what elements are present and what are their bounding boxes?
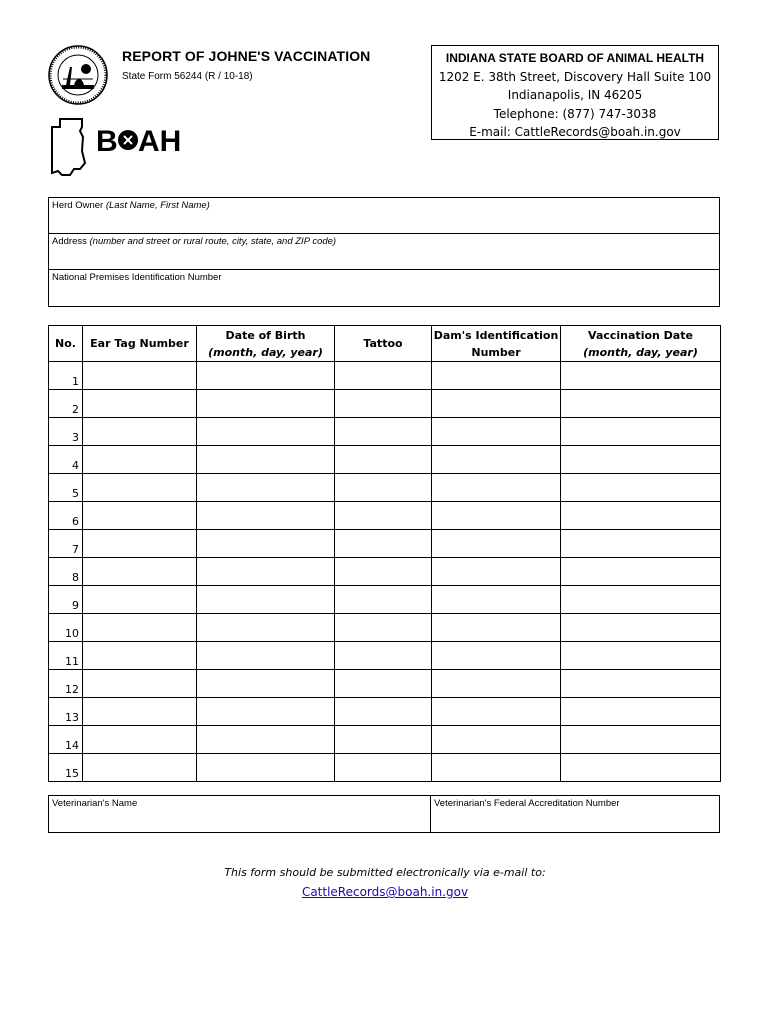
svg-text:AH: AH — [138, 125, 182, 158]
dob-cell[interactable] — [197, 642, 335, 670]
veterinarian-section — [48, 795, 720, 833]
dam-id-cell[interactable] — [432, 698, 561, 726]
vaccination-date-cell[interactable] — [561, 446, 721, 474]
row-number: 4 — [49, 446, 83, 474]
indiana-state-seal — [48, 45, 108, 105]
address-hint: (number and street or rural route, city, state, and ZIP code) — [89, 236, 337, 247]
ear-tag-cell[interactable] — [83, 530, 197, 558]
dob-cell[interactable] — [197, 446, 335, 474]
tattoo-cell[interactable] — [335, 502, 432, 530]
dam-id-cell[interactable] — [432, 362, 561, 390]
row-number: 2 — [49, 390, 83, 418]
address-label: Address — [52, 236, 87, 247]
tattoo-cell[interactable] — [335, 362, 432, 390]
ear-tag-cell[interactable] — [83, 446, 197, 474]
table-row — [49, 754, 721, 782]
row-number: 11 — [49, 642, 83, 670]
table-row — [49, 446, 721, 474]
tattoo-cell[interactable] — [335, 418, 432, 446]
svg-text:B: B — [96, 125, 118, 158]
dob-cell[interactable] — [197, 502, 335, 530]
row-number: 12 — [49, 670, 83, 698]
ear-tag-cell[interactable] — [83, 418, 197, 446]
table-row — [49, 558, 721, 586]
dam-id-cell[interactable] — [432, 586, 561, 614]
table-row — [49, 726, 721, 754]
veterinarian-name-field[interactable] — [49, 796, 431, 832]
submission-email-wrap — [0, 885, 770, 899]
tattoo-cell[interactable] — [335, 586, 432, 614]
dob-cell[interactable] — [197, 474, 335, 502]
dob-cell[interactable] — [197, 530, 335, 558]
dob-cell[interactable] — [197, 418, 335, 446]
vaccination-date-cell[interactable] — [561, 558, 721, 586]
table-row — [49, 418, 721, 446]
vaccination-date-cell[interactable] — [561, 418, 721, 446]
dam-id-cell[interactable] — [432, 502, 561, 530]
vaccination-date-cell[interactable] — [561, 502, 721, 530]
dam-id-cell[interactable] — [432, 754, 561, 782]
ear-tag-cell[interactable] — [83, 390, 197, 418]
dam-id-cell[interactable] — [432, 418, 561, 446]
agency-phone: Telephone: (877) 747-3038 — [493, 106, 657, 121]
tattoo-cell[interactable] — [335, 670, 432, 698]
owner-info-section — [48, 197, 720, 307]
ear-tag-cell[interactable] — [83, 670, 197, 698]
vaccination-date-cell[interactable] — [561, 390, 721, 418]
address-field[interactable] — [49, 234, 719, 270]
tattoo-cell[interactable] — [335, 698, 432, 726]
dob-cell[interactable] — [197, 390, 335, 418]
table-row — [49, 502, 721, 530]
row-number: 13 — [49, 698, 83, 726]
ear-tag-cell[interactable] — [83, 362, 197, 390]
table-row — [49, 390, 721, 418]
dob-cell[interactable] — [197, 586, 335, 614]
row-number: 6 — [49, 502, 83, 530]
accreditation-number-label: Veterinarian's Federal Accreditation Number — [434, 798, 620, 809]
table-row — [49, 642, 721, 670]
vaccination-date-cell[interactable] — [561, 530, 721, 558]
agency-address-line2: Indianapolis, IN 46205 — [507, 88, 643, 102]
table-row — [49, 670, 721, 698]
row-number: 8 — [49, 558, 83, 586]
tattoo-cell[interactable] — [335, 642, 432, 670]
col-header-vaccination-date: Vaccination Date (month, day, year) — [561, 326, 721, 362]
row-number: 9 — [49, 586, 83, 614]
agency-address-line1: 1202 E. 38th Street, Discovery Hall Suite 100 — [438, 69, 712, 84]
tattoo-cell[interactable] — [335, 446, 432, 474]
dam-id-cell[interactable] — [432, 642, 561, 670]
table-row — [49, 586, 721, 614]
dob-cell[interactable] — [197, 614, 335, 642]
dam-id-cell[interactable] — [432, 726, 561, 754]
table-row — [49, 530, 721, 558]
vaccination-date-cell[interactable] — [561, 614, 721, 642]
accreditation-number-field[interactable] — [431, 796, 623, 832]
dam-id-cell[interactable] — [432, 558, 561, 586]
vaccination-date-cell[interactable] — [561, 754, 721, 782]
ear-tag-cell[interactable] — [83, 754, 197, 782]
vaccination-date-cell[interactable] — [561, 474, 721, 502]
ear-tag-cell[interactable] — [83, 698, 197, 726]
row-number: 3 — [49, 418, 83, 446]
col-header-dob: Date of Birth (month, day, year) — [197, 326, 335, 362]
dam-id-cell[interactable] — [432, 474, 561, 502]
row-number: 7 — [49, 530, 83, 558]
dam-id-cell[interactable] — [432, 614, 561, 642]
vaccination-date-cell[interactable] — [561, 670, 721, 698]
form-title: REPORT OF JOHNE'S VACCINATION — [122, 48, 371, 64]
row-number: 5 — [49, 474, 83, 502]
tattoo-cell[interactable] — [335, 754, 432, 782]
tattoo-cell[interactable] — [335, 558, 432, 586]
agency-contact-box — [431, 45, 719, 140]
row-number: 14 — [49, 726, 83, 754]
tattoo-cell[interactable] — [335, 530, 432, 558]
herd-owner-hint: (Last Name, First Name) — [105, 200, 210, 211]
herd-owner-label: Herd Owner — [52, 200, 104, 211]
col-header-dam-id: Dam's Identification Number — [432, 326, 561, 362]
agency-email: E-mail: CattleRecords@boah.in.gov — [469, 125, 681, 139]
dam-id-cell[interactable] — [432, 390, 561, 418]
premises-id-label: National Premises Identification Number — [52, 272, 222, 283]
state-form-number: State Form 56244 (R / 10-18) — [122, 71, 253, 82]
row-number: 1 — [49, 362, 83, 390]
ear-tag-cell[interactable] — [83, 614, 197, 642]
ear-tag-cell[interactable] — [83, 474, 197, 502]
table-header-row — [49, 326, 721, 362]
table-row — [49, 698, 721, 726]
dob-cell[interactable] — [197, 754, 335, 782]
boah-logo — [50, 117, 182, 179]
veterinarian-name-label: Veterinarian's Name — [52, 798, 138, 809]
vaccination-table — [48, 325, 721, 782]
ear-tag-cell[interactable] — [83, 642, 197, 670]
dob-cell[interactable] — [197, 726, 335, 754]
dob-cell[interactable] — [197, 670, 335, 698]
vaccination-date-cell[interactable] — [561, 586, 721, 614]
table-row — [49, 362, 721, 390]
table-row — [49, 614, 721, 642]
col-header-ear-tag: Ear Tag Number — [83, 326, 197, 362]
submission-note: This form should be submitted electronically via e-mail to: — [224, 866, 546, 879]
tattoo-cell[interactable] — [335, 726, 432, 754]
col-header-no: No. — [49, 326, 83, 362]
vaccination-date-cell[interactable] — [561, 698, 721, 726]
dob-cell[interactable] — [197, 362, 335, 390]
ear-tag-cell[interactable] — [83, 726, 197, 754]
dob-cell[interactable] — [197, 558, 335, 586]
agency-name: INDIANA STATE BOARD OF ANIMAL HEALTH — [445, 51, 705, 65]
dob-cell[interactable] — [197, 698, 335, 726]
dam-id-cell[interactable] — [432, 670, 561, 698]
tattoo-cell[interactable] — [335, 474, 432, 502]
row-number: 10 — [49, 614, 83, 642]
tattoo-cell[interactable] — [335, 614, 432, 642]
premises-id-field[interactable] — [49, 270, 719, 306]
ear-tag-cell[interactable] — [83, 502, 197, 530]
herd-owner-field[interactable] — [49, 198, 719, 234]
submission-email-link[interactable]: CattleRecords@boah.in.gov — [301, 885, 469, 899]
vaccination-date-cell[interactable] — [561, 726, 721, 754]
dam-id-cell[interactable] — [432, 530, 561, 558]
ear-tag-cell[interactable] — [83, 558, 197, 586]
tattoo-cell[interactable] — [335, 390, 432, 418]
ear-tag-cell[interactable] — [83, 586, 197, 614]
row-number: 15 — [49, 754, 83, 782]
vaccination-date-cell[interactable] — [561, 362, 721, 390]
col-header-tattoo: Tattoo — [335, 326, 432, 362]
dam-id-cell[interactable] — [432, 446, 561, 474]
table-row — [49, 474, 721, 502]
vaccination-date-cell[interactable] — [561, 642, 721, 670]
